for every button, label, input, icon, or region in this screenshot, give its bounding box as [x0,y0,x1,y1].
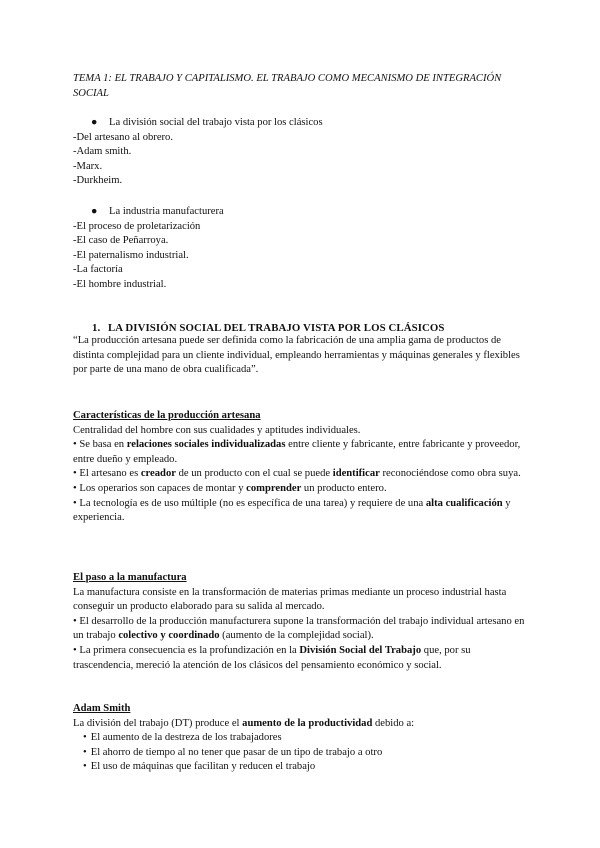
outline-bullet-2: ● La industria manufacturera [73,205,533,220]
list-item: • El uso de máquinas que facilitan y reducen el trabajo [83,761,316,773]
list-item: • El aumento de la destreza de los trabajadores [83,732,282,744]
manufactura-section [73,571,528,673]
manufactura-title: El paso a la manufactura [73,572,187,583]
outline-item: -Durkheim. [73,175,123,187]
artesana-line: Centralidad del hombre con sus cualidades y aptitudes individuales. [73,424,361,436]
manufactura-bullet-1: • El desarrollo de la producción manufacturera supone la transformación del trabajo individual artesano en un trabajo colectivo y coordinado (aumento de la complejidad social). [73,615,525,642]
bullet-dot-icon: ● [91,206,98,217]
artesana-bullet-3: • Los operarios son capaces de montar y comprender un producto entero. [73,482,387,494]
bullet-dot-icon: • [83,761,87,773]
smith-section [73,702,528,775]
artesana-bullet-2: • El artesano es creador de un producto con el cual se puede identificar reconociéndose como obra suya. [73,468,521,480]
outline-bullet-1: ● La división social del trabajo vista por los clásicos [73,116,533,131]
section-heading-text: LA DIVISIÓN SOCIAL DEL TRABAJO VISTA POR LOS CLÁSICOS [108,322,445,334]
outline-item: -Marx. [73,160,103,172]
smith-line: La división del trabajo (DT) produce el aumento de la productividad debido a: [73,717,415,729]
list-item: • El ahorro de tiempo al no tener que pasar de un tipo de trabajo a otro [83,746,383,758]
outline-section-1 [73,116,533,189]
bullet-dot-icon: ● [91,117,98,128]
artesana-bullet-1: • Se basa en relaciones sociales individualizadas entre cliente y fabricante, entre fabricante y proveedor, entre dueño y empleado. [73,439,521,465]
outline-item: -Adam smith. [73,146,132,158]
outline-item: -Del artesano al obrero. [73,131,174,143]
section-quote: “La producción artesana puede ser definida como la fabricación de una amplia gama de productos de distinta complejidad para un cliente individual, empleando herramientas y máquinas generales y flexibles por parte de una mano de obra cualificada”. [73,335,520,376]
outline-item: -El paternalismo industrial. [73,249,189,261]
artesana-title: Características de la producción artesana [73,410,261,421]
document-title: TEMA 1: EL TRABAJO Y CAPITALISMO. EL TRABAJO COMO MECANISMO DE INTEGRACIÓN SOCIAL [73,73,502,99]
bullet-dot-icon: • [83,732,87,744]
outline-item: -La factoría [73,264,123,276]
manufactura-line: La manufactura consiste en la transformación de materias primas mediante un proceso industrial hasta conseguir un producto elaborado para su salida al mercado. [73,586,507,613]
artesana-section [73,409,528,526]
artesana-bullet-4: • La tecnología es de uso múltiple (no es específica de una tarea) y requiere de una alta cualificación y experiencia. [73,497,511,524]
outline-item: -El hombre industrial. [73,278,167,290]
manufactura-bullet-2: • La primera consecuencia es la profundización en la División Social del Trabajo que, por su trascendencia, mereció la atención de los clásicos del pensamiento económico y social. [73,644,471,671]
outline-item: -El caso de Peñarroya. [73,235,169,247]
bullet-dot-icon: • [83,746,87,758]
outline-item: -El proceso de proletarización [73,220,201,232]
section-number: 1. [92,322,101,334]
smith-list [73,731,528,775]
outline-section-2 [73,205,533,293]
smith-title: Adam Smith [73,703,131,714]
